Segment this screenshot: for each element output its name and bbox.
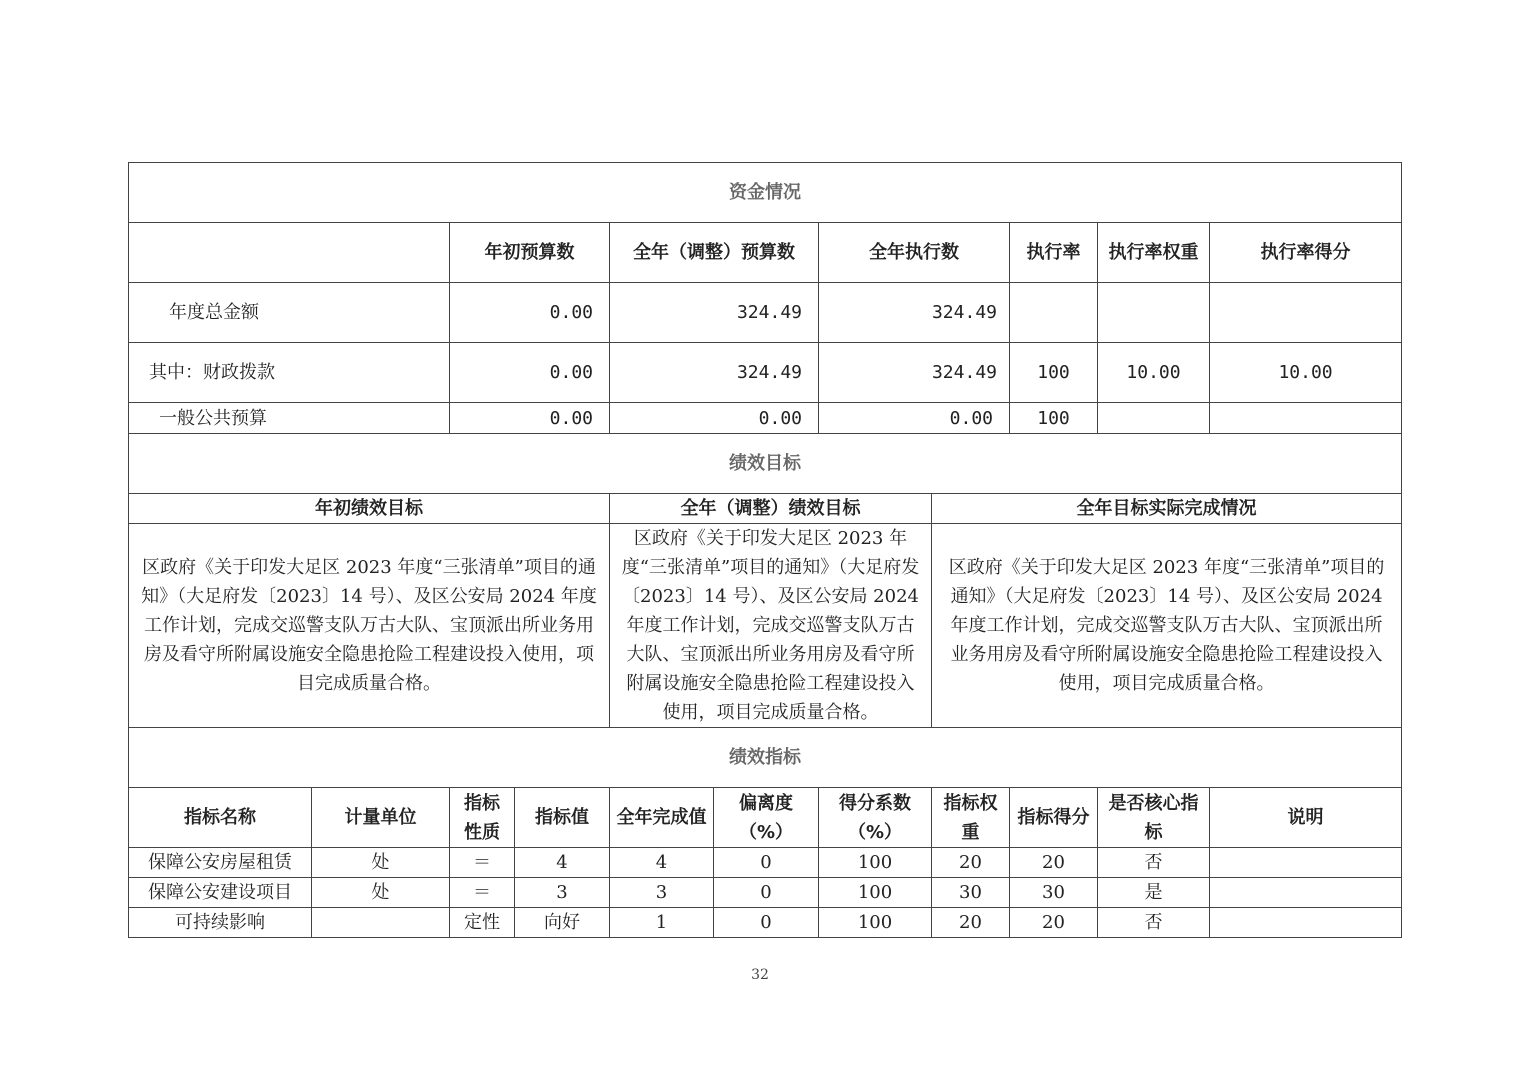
ind-cell-core: 否 xyxy=(1098,908,1210,938)
ind-cell-weight: 20 xyxy=(932,908,1010,938)
funds-header-initial: 年初预算数 xyxy=(450,223,610,283)
table-row xyxy=(129,908,1402,938)
funds-row-score xyxy=(1210,283,1402,343)
funds-row-label: 年度总金额 xyxy=(129,283,450,343)
funds-header-executed: 全年执行数 xyxy=(819,223,1010,283)
funds-row-initial: 0.00 xyxy=(450,403,610,434)
ind-cell-nature: 定性 xyxy=(450,908,515,938)
ind-header-value: 指标值 xyxy=(515,788,610,848)
ind-cell-value: 向好 xyxy=(515,908,610,938)
ind-header-score: 指标得分 xyxy=(1010,788,1098,848)
ind-cell-score: 20 xyxy=(1010,908,1098,938)
ind-cell-completed: 1 xyxy=(610,908,714,938)
funds-row-total xyxy=(129,283,1402,343)
ind-cell-coefficient: 100 xyxy=(819,848,932,878)
ind-cell-value: 4 xyxy=(515,848,610,878)
table-row xyxy=(129,848,1402,878)
goals-text-adjusted: 区政府《关于印发大足区 2023 年度“三张清单”项目的通知》（大足府发〔2023〕14 号）、及区公安局 2024 年度工作计划，完成交巡警支队万古大队、宝顶派出所业务用房及看守所附属设施安全隐患抢险工程建设投入使用，项目完成质量合格。 xyxy=(610,524,932,728)
ind-header-unit: 计量单位 xyxy=(312,788,450,848)
ind-cell-name: 保障公安建设项目 xyxy=(129,878,312,908)
ind-cell-coefficient: 100 xyxy=(819,878,932,908)
funds-row-adjusted: 324.49 xyxy=(610,343,819,403)
ind-cell-core: 是 xyxy=(1098,878,1210,908)
funds-row-initial: 0.00 xyxy=(450,283,610,343)
ind-header-nature: 指标性质 xyxy=(450,788,515,848)
funds-header-weight: 执行率权重 xyxy=(1098,223,1210,283)
goals-section-title: 绩效目标 xyxy=(129,434,1402,494)
funds-header-rate: 执行率 xyxy=(1010,223,1098,283)
funds-row-rate xyxy=(1010,283,1098,343)
indicators-header-row xyxy=(129,788,1402,848)
ind-header-weight: 指标权重 xyxy=(932,788,1010,848)
ind-cell-name: 可持续影响 xyxy=(129,908,312,938)
performance-table xyxy=(128,162,1402,938)
funds-row-fiscal xyxy=(129,343,1402,403)
funds-row-label: 其中：财政拨款 xyxy=(129,343,450,403)
funds-header-blank xyxy=(129,223,450,283)
ind-header-coefficient: 得分系数（%） xyxy=(819,788,932,848)
funds-header-score: 执行率得分 xyxy=(1210,223,1402,283)
funds-row-weight: 10.00 xyxy=(1098,343,1210,403)
funds-row-executed: 324.49 xyxy=(931,302,997,323)
funds-row-score xyxy=(1210,403,1402,434)
page-number: 32 xyxy=(751,967,769,983)
ind-cell-core: 否 xyxy=(1098,848,1210,878)
funds-row-initial: 0.00 xyxy=(450,343,610,403)
funds-row-executed-cell xyxy=(819,343,1010,403)
ind-cell-note xyxy=(1210,908,1402,938)
ind-cell-completed: 3 xyxy=(610,878,714,908)
ind-cell-score: 30 xyxy=(1010,878,1098,908)
funds-row-executed: 0.00 xyxy=(819,403,1010,434)
ind-cell-unit: 处 xyxy=(312,848,450,878)
goals-header-adjusted: 全年（调整）绩效目标 xyxy=(610,494,932,524)
funds-row-rate: 100 xyxy=(1010,343,1098,403)
ind-cell-nature: ＝ xyxy=(450,878,515,908)
ind-header-deviation: 偏离度（%） xyxy=(714,788,819,848)
ind-cell-deviation: 0 xyxy=(714,848,819,878)
ind-header-completed: 全年完成值 xyxy=(610,788,714,848)
funds-row-adjusted: 0.00 xyxy=(610,403,819,434)
ind-cell-score: 20 xyxy=(1010,848,1098,878)
ind-header-name: 指标名称 xyxy=(129,788,312,848)
funds-header-adjusted: 全年（调整）预算数 xyxy=(610,223,819,283)
ind-cell-coefficient: 100 xyxy=(819,908,932,938)
ind-cell-note xyxy=(1210,848,1402,878)
funds-row-general xyxy=(129,403,1402,434)
ind-cell-deviation: 0 xyxy=(714,908,819,938)
funds-row-rate: 100 xyxy=(1010,403,1098,434)
goals-header-actual: 全年目标实际完成情况 xyxy=(932,494,1402,524)
goals-text-initial: 区政府《关于印发大足区 2023 年度“三张清单”项目的通知》（大足府发〔2023〕14 号）、及区公安局 2024 年度工作计划，完成交巡警支队万古大队、宝顶派出所业务用房及看守所附属设施安全隐患抢险工程建设投入使用，项目完成质量合格。 xyxy=(129,524,610,728)
ind-cell-nature: ＝ xyxy=(450,848,515,878)
goals-text-actual: 区政府《关于印发大足区 2023 年度“三张清单”项目的通知》（大足府发〔2023〕14 号）、及区公安局 2024 年度工作计划，完成交巡警支队万古大队、宝顶派出所业务用房及看守所附属设施安全隐患抢险工程建设投入使用，项目完成质量合格。 xyxy=(932,524,1402,728)
funds-row-weight xyxy=(1098,283,1210,343)
ind-cell-unit xyxy=(312,908,450,938)
funds-row-executed: 324.49 xyxy=(931,362,997,383)
ind-cell-name: 保障公安房屋租赁 xyxy=(129,848,312,878)
ind-cell-note xyxy=(1210,878,1402,908)
table-row xyxy=(129,878,1402,908)
funds-row-label: 一般公共预算 xyxy=(129,403,450,434)
ind-cell-weight: 30 xyxy=(932,878,1010,908)
ind-cell-completed: 4 xyxy=(610,848,714,878)
ind-cell-value: 3 xyxy=(515,878,610,908)
funds-row-executed-cell xyxy=(819,283,1010,343)
ind-cell-unit: 处 xyxy=(312,878,450,908)
funds-row-adjusted: 324.49 xyxy=(610,283,819,343)
indicators-section-title: 绩效指标 xyxy=(129,728,1402,788)
ind-cell-deviation: 0 xyxy=(714,878,819,908)
funds-row-score: 10.00 xyxy=(1210,343,1402,403)
ind-header-note: 说明 xyxy=(1210,788,1402,848)
goals-header-initial: 年初绩效目标 xyxy=(129,494,610,524)
funds-section-title: 资金情况 xyxy=(129,163,1402,223)
ind-cell-weight: 20 xyxy=(932,848,1010,878)
funds-row-weight xyxy=(1098,403,1210,434)
ind-header-core: 是否核心指标 xyxy=(1098,788,1210,848)
